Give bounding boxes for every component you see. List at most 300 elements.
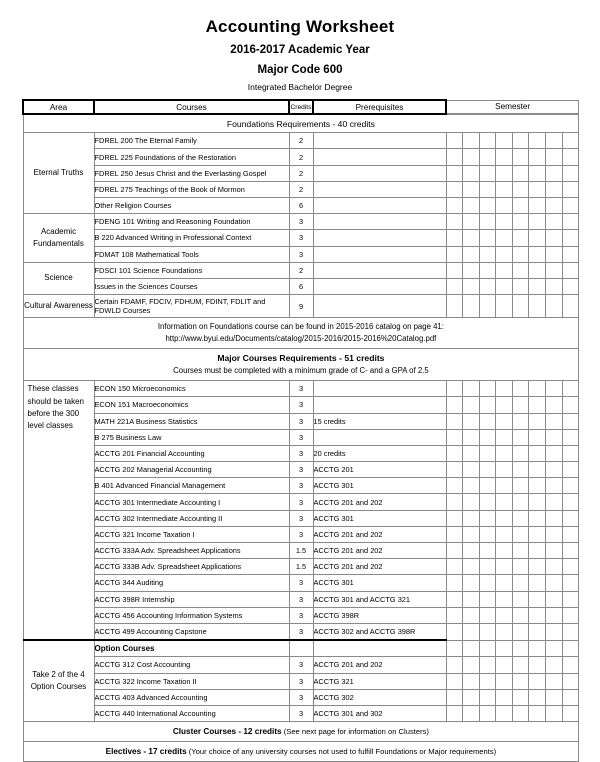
semester-checkbox-cell[interactable] [496, 133, 513, 149]
semester-checkbox-cell[interactable] [546, 246, 563, 262]
semester-checkbox-cell[interactable] [512, 246, 529, 262]
semester-checkbox-cell[interactable] [546, 397, 563, 413]
semester-checkbox-cell[interactable] [496, 494, 513, 510]
semester-checkbox-cell[interactable] [479, 623, 496, 640]
semester-checkbox-cell[interactable] [446, 165, 463, 181]
semester-checkbox-cell[interactable] [512, 526, 529, 542]
semester-checkbox-cell[interactable] [529, 230, 546, 246]
semester-checkbox-cell[interactable] [562, 689, 579, 705]
semester-checkbox-cell[interactable] [479, 246, 496, 262]
semester-checkbox-cell[interactable] [446, 149, 463, 165]
semester-checkbox-cell[interactable] [546, 149, 563, 165]
semester-checkbox-cell[interactable] [446, 462, 463, 478]
semester-checkbox-cell[interactable] [446, 559, 463, 575]
semester-checkbox-cell[interactable] [479, 705, 496, 721]
semester-checkbox-cell[interactable] [496, 295, 513, 318]
semester-checkbox-cell[interactable] [479, 494, 496, 510]
semester-checkbox-cell[interactable] [529, 559, 546, 575]
semester-checkbox-cell[interactable] [562, 413, 579, 429]
course-name: FDREL 250 Jesus Christ and the Everlasting Gospel [94, 165, 289, 181]
semester-checkbox-cell[interactable] [463, 214, 480, 230]
semester-checkbox-cell[interactable] [446, 230, 463, 246]
semester-checkbox-cell[interactable] [463, 149, 480, 165]
semester-checkbox-cell[interactable] [496, 640, 513, 657]
semester-checkbox-cell[interactable] [546, 689, 563, 705]
semester-checkbox-cell[interactable] [512, 295, 529, 318]
semester-checkbox-cell[interactable] [562, 462, 579, 478]
semester-checkbox-cell[interactable] [446, 413, 463, 429]
semester-checkbox-cell[interactable] [463, 689, 480, 705]
semester-checkbox-cell[interactable] [479, 510, 496, 526]
semester-checkbox-cell[interactable] [562, 295, 579, 318]
course-prerequisites [313, 149, 446, 165]
semester-checkbox-cell[interactable] [562, 445, 579, 461]
semester-checkbox-cell[interactable] [479, 295, 496, 318]
semester-checkbox-cell[interactable] [562, 165, 579, 181]
course-credits: 3 [289, 705, 313, 721]
semester-checkbox-cell[interactable] [446, 607, 463, 623]
semester-checkbox-cell[interactable] [479, 526, 496, 542]
semester-checkbox-cell[interactable] [463, 181, 480, 197]
semester-checkbox-cell[interactable] [562, 526, 579, 542]
semester-checkbox-cell[interactable] [446, 705, 463, 721]
semester-checkbox-cell[interactable] [529, 214, 546, 230]
semester-checkbox-cell[interactable] [512, 230, 529, 246]
semester-checkbox-cell[interactable] [496, 575, 513, 591]
semester-checkbox-cell[interactable] [562, 494, 579, 510]
semester-checkbox-cell[interactable] [463, 673, 480, 689]
semester-checkbox-cell[interactable] [446, 246, 463, 262]
semester-checkbox-cell[interactable] [529, 149, 546, 165]
semester-checkbox-cell[interactable] [463, 462, 480, 478]
semester-checkbox-cell[interactable] [512, 705, 529, 721]
semester-checkbox-cell[interactable] [512, 429, 529, 445]
semester-checkbox-cell[interactable] [529, 262, 546, 278]
semester-checkbox-cell[interactable] [446, 640, 463, 657]
semester-checkbox-cell[interactable] [446, 295, 463, 318]
semester-checkbox-cell[interactable] [546, 478, 563, 494]
semester-checkbox-cell[interactable] [496, 510, 513, 526]
semester-checkbox-cell[interactable] [446, 494, 463, 510]
course-credits: 6 [289, 198, 313, 214]
semester-checkbox-cell[interactable] [479, 575, 496, 591]
semester-checkbox-cell[interactable] [546, 278, 563, 294]
semester-checkbox-cell[interactable] [512, 494, 529, 510]
semester-checkbox-cell[interactable] [496, 181, 513, 197]
semester-checkbox-cell[interactable] [562, 262, 579, 278]
semester-checkbox-cell[interactable] [546, 657, 563, 673]
semester-checkbox-cell[interactable] [446, 262, 463, 278]
semester-checkbox-cell[interactable] [546, 494, 563, 510]
semester-checkbox-cell[interactable] [463, 278, 480, 294]
semester-checkbox-cell[interactable] [479, 230, 496, 246]
semester-checkbox-cell[interactable] [463, 575, 480, 591]
semester-checkbox-cell[interactable] [546, 559, 563, 575]
semester-checkbox-cell[interactable] [446, 445, 463, 461]
electives-row [23, 742, 579, 762]
catalog-note-link[interactable]: http://www.byui.edu/Documents/catalog/2015-2016/2015-2016%20Catalog.pdf [165, 334, 437, 344]
semester-checkbox-cell[interactable] [479, 198, 496, 214]
semester-checkbox-cell[interactable] [546, 214, 563, 230]
semester-checkbox-cell[interactable] [446, 214, 463, 230]
semester-checkbox-cell[interactable] [529, 462, 546, 478]
semester-checkbox-cell[interactable] [562, 181, 579, 197]
semester-checkbox-cell[interactable] [463, 295, 480, 318]
course-credits: 3 [289, 575, 313, 591]
semester-checkbox-cell[interactable] [529, 295, 546, 318]
semester-checkbox-cell[interactable] [529, 445, 546, 461]
course-prerequisites [313, 246, 446, 262]
semester-checkbox-cell[interactable] [496, 657, 513, 673]
semester-checkbox-cell[interactable] [479, 640, 496, 657]
semester-checkbox-cell[interactable] [529, 133, 546, 149]
semester-checkbox-cell[interactable] [562, 230, 579, 246]
area-note-options: Take 2 of the 4 Option Courses [23, 640, 94, 721]
semester-checkbox-cell[interactable] [496, 445, 513, 461]
semester-checkbox-cell[interactable] [512, 413, 529, 429]
semester-checkbox-cell[interactable] [529, 543, 546, 559]
semester-checkbox-cell[interactable] [479, 591, 496, 607]
semester-checkbox-cell[interactable] [546, 640, 563, 657]
semester-checkbox-cell[interactable] [529, 165, 546, 181]
semester-checkbox-cell[interactable] [562, 133, 579, 149]
semester-checkbox-cell[interactable] [463, 640, 480, 657]
semester-checkbox-cell[interactable] [446, 591, 463, 607]
semester-checkbox-cell[interactable] [512, 559, 529, 575]
semester-checkbox-cell[interactable] [546, 165, 563, 181]
semester-checkbox-cell[interactable] [479, 397, 496, 413]
semester-checkbox-cell[interactable] [463, 246, 480, 262]
course-credits: 3 [289, 230, 313, 246]
semester-checkbox-cell[interactable] [479, 559, 496, 575]
semester-checkbox-cell[interactable] [562, 591, 579, 607]
semester-checkbox-cell[interactable] [546, 295, 563, 318]
semester-checkbox-cell[interactable] [479, 381, 496, 397]
semester-checkbox-cell[interactable] [512, 262, 529, 278]
semester-checkbox-cell[interactable] [529, 381, 546, 397]
course-credits: 2 [289, 181, 313, 197]
course-credits: 3 [289, 246, 313, 262]
semester-checkbox-cell[interactable] [529, 510, 546, 526]
semester-checkbox-cell[interactable] [562, 559, 579, 575]
semester-checkbox-cell[interactable] [446, 133, 463, 149]
semester-checkbox-cell[interactable] [463, 262, 480, 278]
semester-checkbox-cell[interactable] [546, 543, 563, 559]
semester-checkbox-cell[interactable] [446, 689, 463, 705]
worksheet-body [23, 100, 579, 761]
semester-checkbox-cell[interactable] [546, 445, 563, 461]
semester-checkbox-cell[interactable] [496, 413, 513, 429]
semester-checkbox-cell[interactable] [463, 230, 480, 246]
semester-checkbox-cell[interactable] [479, 413, 496, 429]
semester-checkbox-cell[interactable] [496, 165, 513, 181]
semester-checkbox-cell[interactable] [496, 230, 513, 246]
cluster-courses-row [23, 722, 579, 742]
semester-checkbox-cell[interactable] [546, 510, 563, 526]
semester-checkbox-cell[interactable] [463, 133, 480, 149]
course-prerequisites: ACCTG 302 [313, 689, 446, 705]
semester-checkbox-cell[interactable] [546, 230, 563, 246]
semester-checkbox-cell[interactable] [562, 705, 579, 721]
semester-checkbox-cell[interactable] [496, 246, 513, 262]
semester-checkbox-cell[interactable] [479, 673, 496, 689]
semester-checkbox-cell[interactable] [496, 623, 513, 640]
semester-checkbox-cell[interactable] [546, 198, 563, 214]
semester-checkbox-cell[interactable] [562, 607, 579, 623]
semester-checkbox-cell[interactable] [463, 705, 480, 721]
semester-checkbox-cell[interactable] [446, 510, 463, 526]
semester-checkbox-cell[interactable] [546, 623, 563, 640]
semester-checkbox-cell[interactable] [496, 673, 513, 689]
semester-checkbox-cell[interactable] [546, 133, 563, 149]
semester-checkbox-cell[interactable] [496, 462, 513, 478]
semester-checkbox-cell[interactable] [546, 462, 563, 478]
semester-checkbox-cell[interactable] [496, 689, 513, 705]
semester-checkbox-cell[interactable] [512, 543, 529, 559]
semester-checkbox-cell[interactable] [562, 278, 579, 294]
semester-checkbox-cell[interactable] [479, 657, 496, 673]
course-prerequisites [313, 181, 446, 197]
semester-checkbox-cell[interactable] [446, 543, 463, 559]
semester-checkbox-cell[interactable] [446, 623, 463, 640]
semester-checkbox-cell[interactable] [529, 413, 546, 429]
semester-checkbox-cell[interactable] [479, 214, 496, 230]
semester-checkbox-cell[interactable] [496, 591, 513, 607]
semester-checkbox-cell[interactable] [463, 381, 480, 397]
semester-checkbox-cell[interactable] [496, 278, 513, 294]
semester-checkbox-cell[interactable] [512, 591, 529, 607]
semester-checkbox-cell[interactable] [479, 278, 496, 294]
semester-checkbox-cell[interactable] [463, 198, 480, 214]
semester-checkbox-cell[interactable] [496, 198, 513, 214]
semester-checkbox-cell[interactable] [463, 445, 480, 461]
table-row [23, 214, 579, 230]
course-credits: 1.5 [289, 543, 313, 559]
course-prerequisites: ACCTG 201 and 202 [313, 559, 446, 575]
semester-checkbox-cell[interactable] [512, 445, 529, 461]
semester-checkbox-cell[interactable] [529, 478, 546, 494]
table-row [23, 689, 579, 705]
semester-checkbox-cell[interactable] [529, 181, 546, 197]
semester-checkbox-cell[interactable] [512, 381, 529, 397]
semester-checkbox-cell[interactable] [512, 689, 529, 705]
semester-checkbox-cell[interactable] [512, 149, 529, 165]
semester-checkbox-cell[interactable] [562, 510, 579, 526]
semester-checkbox-cell[interactable] [512, 607, 529, 623]
option-courses-subheader-row [23, 640, 579, 657]
semester-checkbox-cell[interactable] [512, 181, 529, 197]
course-name: ACCTG 403 Advanced Accounting [94, 689, 289, 705]
semester-checkbox-cell[interactable] [512, 397, 529, 413]
semester-checkbox-cell[interactable] [512, 165, 529, 181]
semester-checkbox-cell[interactable] [496, 429, 513, 445]
semester-checkbox-cell[interactable] [512, 640, 529, 657]
semester-checkbox-cell[interactable] [562, 640, 579, 657]
course-name: ACCTG 202 Managerial Accounting [94, 462, 289, 478]
course-credits: 3 [289, 623, 313, 640]
semester-checkbox-cell[interactable] [479, 607, 496, 623]
semester-checkbox-cell[interactable] [496, 262, 513, 278]
semester-checkbox-cell[interactable] [463, 623, 480, 640]
semester-checkbox-cell[interactable] [479, 262, 496, 278]
semester-checkbox-cell[interactable] [562, 429, 579, 445]
semester-checkbox-cell[interactable] [546, 673, 563, 689]
semester-checkbox-cell[interactable] [512, 133, 529, 149]
semester-checkbox-cell[interactable] [512, 673, 529, 689]
semester-checkbox-cell[interactable] [496, 607, 513, 623]
semester-checkbox-cell[interactable] [546, 181, 563, 197]
semester-checkbox-cell[interactable] [529, 575, 546, 591]
semester-checkbox-cell[interactable] [479, 149, 496, 165]
semester-checkbox-cell[interactable] [546, 413, 563, 429]
semester-checkbox-cell[interactable] [479, 181, 496, 197]
semester-checkbox-cell[interactable] [529, 278, 546, 294]
table-row [23, 181, 579, 197]
course-name: ACCTG 301 Intermediate Accounting I [94, 494, 289, 510]
semester-checkbox-cell[interactable] [496, 478, 513, 494]
semester-checkbox-cell[interactable] [512, 510, 529, 526]
semester-checkbox-cell[interactable] [546, 429, 563, 445]
semester-checkbox-cell[interactable] [446, 526, 463, 542]
semester-checkbox-cell[interactable] [479, 462, 496, 478]
table-row [23, 575, 579, 591]
semester-checkbox-cell[interactable] [529, 591, 546, 607]
document-header [0, 0, 600, 92]
table-row [23, 429, 579, 445]
semester-checkbox-cell[interactable] [446, 397, 463, 413]
semester-checkbox-cell[interactable] [496, 149, 513, 165]
semester-checkbox-cell[interactable] [562, 478, 579, 494]
semester-checkbox-cell[interactable] [546, 526, 563, 542]
semester-checkbox-cell[interactable] [479, 689, 496, 705]
semester-checkbox-cell[interactable] [562, 149, 579, 165]
semester-checkbox-cell[interactable] [529, 397, 546, 413]
semester-checkbox-cell[interactable] [529, 705, 546, 721]
semester-checkbox-cell[interactable] [463, 657, 480, 673]
course-prerequisites: ACCTG 398R [313, 607, 446, 623]
semester-checkbox-cell[interactable] [463, 591, 480, 607]
semester-checkbox-cell[interactable] [512, 278, 529, 294]
semester-checkbox-cell[interactable] [529, 689, 546, 705]
semester-checkbox-cell[interactable] [562, 575, 579, 591]
semester-checkbox-cell[interactable] [463, 397, 480, 413]
course-name: ACCTG 321 Income Taxation I [94, 526, 289, 542]
semester-checkbox-cell[interactable] [496, 381, 513, 397]
semester-checkbox-cell[interactable] [529, 640, 546, 657]
semester-checkbox-cell[interactable] [512, 214, 529, 230]
semester-checkbox-cell[interactable] [479, 165, 496, 181]
course-name: FDENG 101 Writing and Reasoning Foundation [94, 214, 289, 230]
semester-checkbox-cell[interactable] [512, 478, 529, 494]
major-code: Major Code 600 [257, 64, 343, 77]
semester-checkbox-cell[interactable] [546, 575, 563, 591]
semester-checkbox-cell[interactable] [529, 246, 546, 262]
table-row [23, 478, 579, 494]
semester-checkbox-cell[interactable] [529, 623, 546, 640]
semester-checkbox-cell[interactable] [562, 623, 579, 640]
semester-checkbox-cell[interactable] [463, 607, 480, 623]
semester-checkbox-cell[interactable] [529, 657, 546, 673]
semester-checkbox-cell[interactable] [529, 494, 546, 510]
semester-checkbox-cell[interactable] [546, 705, 563, 721]
semester-checkbox-cell[interactable] [479, 445, 496, 461]
semester-checkbox-cell[interactable] [562, 246, 579, 262]
course-name: FDREL 225 Foundations of the Restoration [94, 149, 289, 165]
semester-checkbox-cell[interactable] [496, 214, 513, 230]
semester-checkbox-cell[interactable] [463, 559, 480, 575]
area-label: Cultural Awareness [23, 295, 94, 318]
semester-checkbox-cell[interactable] [529, 526, 546, 542]
semester-checkbox-cell[interactable] [479, 543, 496, 559]
semester-checkbox-cell[interactable] [446, 657, 463, 673]
semester-checkbox-cell[interactable] [463, 543, 480, 559]
semester-checkbox-cell[interactable] [496, 705, 513, 721]
semester-checkbox-cell[interactable] [463, 165, 480, 181]
semester-checkbox-cell[interactable] [546, 381, 563, 397]
course-prerequisites: ACCTG 302 and ACCTG 398R [313, 623, 446, 640]
semester-checkbox-cell[interactable] [562, 381, 579, 397]
column-header-credits: Credits [289, 100, 313, 114]
semester-checkbox-cell[interactable] [562, 673, 579, 689]
semester-checkbox-cell[interactable] [479, 478, 496, 494]
semester-checkbox-cell[interactable] [496, 397, 513, 413]
semester-checkbox-cell[interactable] [446, 198, 463, 214]
semester-checkbox-cell[interactable] [479, 429, 496, 445]
semester-checkbox-cell[interactable] [446, 429, 463, 445]
semester-checkbox-cell[interactable] [546, 591, 563, 607]
semester-checkbox-cell[interactable] [479, 133, 496, 149]
semester-checkbox-cell[interactable] [529, 429, 546, 445]
semester-checkbox-cell[interactable] [463, 494, 480, 510]
semester-checkbox-cell[interactable] [512, 198, 529, 214]
semester-checkbox-cell[interactable] [446, 673, 463, 689]
semester-checkbox-cell[interactable] [496, 559, 513, 575]
course-prerequisites: 20 credits [313, 445, 446, 461]
semester-checkbox-cell[interactable] [562, 657, 579, 673]
semester-checkbox-cell[interactable] [529, 607, 546, 623]
semester-checkbox-cell[interactable] [463, 429, 480, 445]
course-prerequisites: ACCTG 201 and 202 [313, 543, 446, 559]
semester-checkbox-cell[interactable] [512, 575, 529, 591]
semester-checkbox-cell[interactable] [562, 543, 579, 559]
semester-checkbox-cell[interactable] [512, 657, 529, 673]
semester-checkbox-cell[interactable] [446, 381, 463, 397]
table-row [23, 673, 579, 689]
semester-checkbox-cell[interactable] [529, 198, 546, 214]
course-prerequisites [313, 133, 446, 149]
semester-checkbox-cell[interactable] [446, 575, 463, 591]
semester-checkbox-cell[interactable] [562, 198, 579, 214]
semester-checkbox-cell[interactable] [463, 510, 480, 526]
semester-checkbox-cell[interactable] [446, 478, 463, 494]
semester-checkbox-cell[interactable] [512, 623, 529, 640]
semester-checkbox-cell[interactable] [463, 478, 480, 494]
semester-checkbox-cell[interactable] [562, 214, 579, 230]
semester-checkbox-cell[interactable] [463, 413, 480, 429]
semester-checkbox-cell[interactable] [463, 526, 480, 542]
semester-checkbox-cell[interactable] [529, 673, 546, 689]
semester-checkbox-cell[interactable] [546, 607, 563, 623]
electives-detail: (Your choice of any university courses not used to fulfill Foundations or Major requirements) [186, 747, 497, 757]
semester-checkbox-cell[interactable] [512, 462, 529, 478]
course-prerequisites: ACCTG 301 [313, 478, 446, 494]
semester-checkbox-cell[interactable] [496, 526, 513, 542]
semester-checkbox-cell[interactable] [446, 181, 463, 197]
semester-checkbox-cell[interactable] [496, 543, 513, 559]
semester-checkbox-cell[interactable] [562, 397, 579, 413]
semester-checkbox-cell[interactable] [446, 278, 463, 294]
semester-checkbox-cell[interactable] [546, 262, 563, 278]
